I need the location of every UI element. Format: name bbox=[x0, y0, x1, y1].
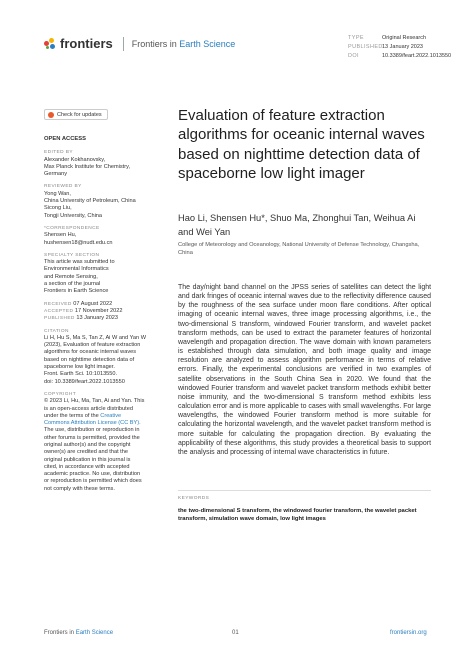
logo-text: frontiers bbox=[60, 36, 113, 51]
license-link[interactable]: Creative bbox=[100, 412, 122, 419]
type-label: TYPE bbox=[348, 35, 364, 41]
article-title: Evaluation of feature extraction algorithms for oceanic internal waves based on nighttime detection data of spaceborne low light imager bbox=[178, 107, 425, 182]
published-label: PUBLISHED bbox=[44, 316, 75, 322]
copyright-line: © 2023 Li, Hu, Ma, Tan, Ai and Yan. This bbox=[44, 398, 145, 405]
footer-journal-prefix: Frontiers in bbox=[44, 630, 75, 636]
copyright-line: is an open-access article distributed bbox=[44, 405, 133, 412]
copyright-line: other forums is permitted, provided the bbox=[44, 434, 140, 441]
copyright-line: academic practice. No use, distribution bbox=[44, 471, 141, 478]
sidebar bbox=[44, 136, 150, 498]
specialty-line: and Remote Sensing, bbox=[44, 273, 98, 280]
editor-line: Max Planck Institute for Chemistry, bbox=[44, 163, 131, 170]
check-updates-label: Check for updates bbox=[57, 111, 102, 118]
keywords-divider bbox=[178, 490, 431, 491]
reviewed-by-label: REVIEWED BY bbox=[44, 184, 82, 190]
article-meta bbox=[348, 34, 451, 61]
correspondence-name: Shensen Hu, bbox=[44, 232, 77, 239]
copyright-line: or reproduction is permitted which does bbox=[44, 478, 142, 485]
copyright-line: under the terms of the bbox=[44, 412, 99, 419]
correspondence-block bbox=[44, 225, 150, 247]
doi-link[interactable]: 10.3389/feart.2022.1013550 bbox=[382, 53, 452, 59]
abstract: The day/night band channel on the JPSS series of satellites can detect the light and dark fringes of oceanic internal waves due to the reflectivity difference caused by the roughness of the sea surface under moon flare conditions. After optical imaging of oceanic internal waves, three image processing algorithms, i.e., the two-dimensional S transform, windowed Fourier transform, and wavelet packet transform methods, can be used to extract the parameter features of horizontal wavelength and propagation direction. The wave domain with known parameters is established through data simulation, and both image quality and image resolution are analyzed to assess algorithm performance in terms of relative errors. Finally, the experimental conclusions are verified in two examples of satellite observations in the South China Sea in 2020. We found that the windowed Fourier transform and wavelet packet transform methods exhibit better noise immunity, and the two-dimensional S transform method exhibits less calculation error and is more applicable to cases with small wavelengths. For large wavelengths, the windowed Fourier transform method is more suitable for calculating the horizontal wavelength, and the wavelet packet transform method is more suitable for calculating the propagation direction. By evaluating the applicability of these algorithms, this study provides a theoretical basis to support the analysis and processing of internal wave characteristics in future. bbox=[178, 284, 431, 456]
citation-line: algorithms for oceanic internal waves bbox=[44, 349, 137, 356]
reviewed-by-block bbox=[44, 183, 150, 219]
copyright-label: COPYRIGHT bbox=[44, 391, 77, 397]
received-label: RECEIVED bbox=[44, 301, 72, 307]
edited-by-block bbox=[44, 149, 150, 178]
specialty-line: a section of the journal bbox=[44, 281, 101, 288]
doi-label: DOI bbox=[348, 53, 359, 59]
type-value: Original Research bbox=[382, 35, 427, 41]
frontiers-logo[interactable] bbox=[44, 36, 235, 51]
citation-doi[interactable]: doi: 10.3389/feart.2022.1013550 bbox=[44, 378, 125, 385]
logo-divider bbox=[123, 37, 124, 51]
specialty-line: This article was submitted to bbox=[44, 259, 115, 266]
journal-field: Earth Science bbox=[179, 38, 236, 49]
editor-line: Alexander Kokhanovsky, bbox=[44, 156, 106, 163]
copyright-line: original publication in this journal is bbox=[44, 456, 131, 463]
license-link[interactable]: Commons Attribution License (CC BY). bbox=[44, 420, 141, 427]
specialty-block bbox=[44, 252, 150, 296]
reviewer-line: China University of Petroleum, China bbox=[44, 198, 136, 205]
check-updates-icon bbox=[48, 112, 54, 118]
reviewer-line: Sicong Liu, bbox=[44, 205, 72, 212]
dates-block bbox=[44, 301, 150, 323]
copyright-line: original author(s) and the copyright bbox=[44, 441, 131, 448]
open-access-label: OPEN ACCESS bbox=[44, 136, 86, 142]
copyright-line: owner(s) are credited and that the bbox=[44, 449, 128, 456]
specialty-line: Frontiers in Earth Science bbox=[44, 288, 109, 295]
frontiers-logo-icon bbox=[44, 38, 56, 50]
author-list: Hao Li, Shensen Hu*, Shuo Ma, Zhonghui Tan, Weihua Ai and Wei Yan bbox=[178, 213, 416, 237]
footer-journal-field: Earth Science bbox=[75, 630, 114, 636]
footer-journal[interactable] bbox=[44, 630, 113, 636]
affiliation: College of Meteorology and Oceanology, National University of Defense Technology, Changsha, China bbox=[178, 242, 420, 256]
accepted-date: 17 November 2022 bbox=[74, 307, 123, 314]
published-date: 13 January 2023 bbox=[76, 315, 119, 322]
citation-line: (2023), Evaluation of feature extraction bbox=[44, 342, 141, 349]
copyright-line: The use, distribution or reproduction in bbox=[44, 427, 140, 434]
footer-site-link[interactable]: frontiersin.org bbox=[390, 630, 427, 636]
citation-line: Front. Earth Sci. 10:1013550. bbox=[44, 371, 118, 378]
citation-line: Li H, Hu S, Ma S, Tan Z, Ai W and Yan W bbox=[44, 334, 146, 341]
check-for-updates-button[interactable] bbox=[44, 109, 108, 120]
keywords-label: KEYWORDS bbox=[178, 496, 210, 501]
correspondence-email[interactable]: hushensen18@nudt.edu.cn bbox=[44, 239, 113, 246]
edited-by-label: EDITED BY bbox=[44, 150, 73, 156]
specialty-label: SPECIALTY SECTION bbox=[44, 252, 100, 258]
journal-prefix: Frontiers in bbox=[131, 38, 177, 49]
editor-line: Germany bbox=[44, 171, 68, 178]
citation-line: based on nighttime detection data of bbox=[44, 356, 135, 363]
citation-line: spaceborne low light imager. bbox=[44, 364, 115, 371]
journal-name[interactable] bbox=[132, 39, 236, 49]
keywords: the two-dimensional S transform, the windowed fourier transform, the wavelet packet transform, simulation wave domain, low light images bbox=[178, 508, 417, 523]
copyright-block bbox=[44, 391, 150, 493]
copyright-line: cited, in accordance with accepted bbox=[44, 463, 130, 470]
specialty-line: Environmental Informatics bbox=[44, 266, 109, 273]
page-number: 01 bbox=[232, 630, 239, 636]
reviewer-line: Yong Wan, bbox=[44, 190, 71, 197]
published-value: 13 January 2023 bbox=[382, 44, 423, 50]
copyright-line: not comply with these terms. bbox=[44, 485, 115, 492]
published-label: PUBLISHED bbox=[348, 44, 383, 50]
citation-block bbox=[44, 328, 150, 386]
received-date: 07 August 2022 bbox=[73, 300, 113, 307]
correspondence-label: *CORRESPONDENCE bbox=[44, 225, 100, 231]
accepted-label: ACCEPTED bbox=[44, 308, 74, 314]
reviewer-line: Tongji University, China bbox=[44, 212, 103, 219]
citation-label: CITATION bbox=[44, 328, 69, 334]
